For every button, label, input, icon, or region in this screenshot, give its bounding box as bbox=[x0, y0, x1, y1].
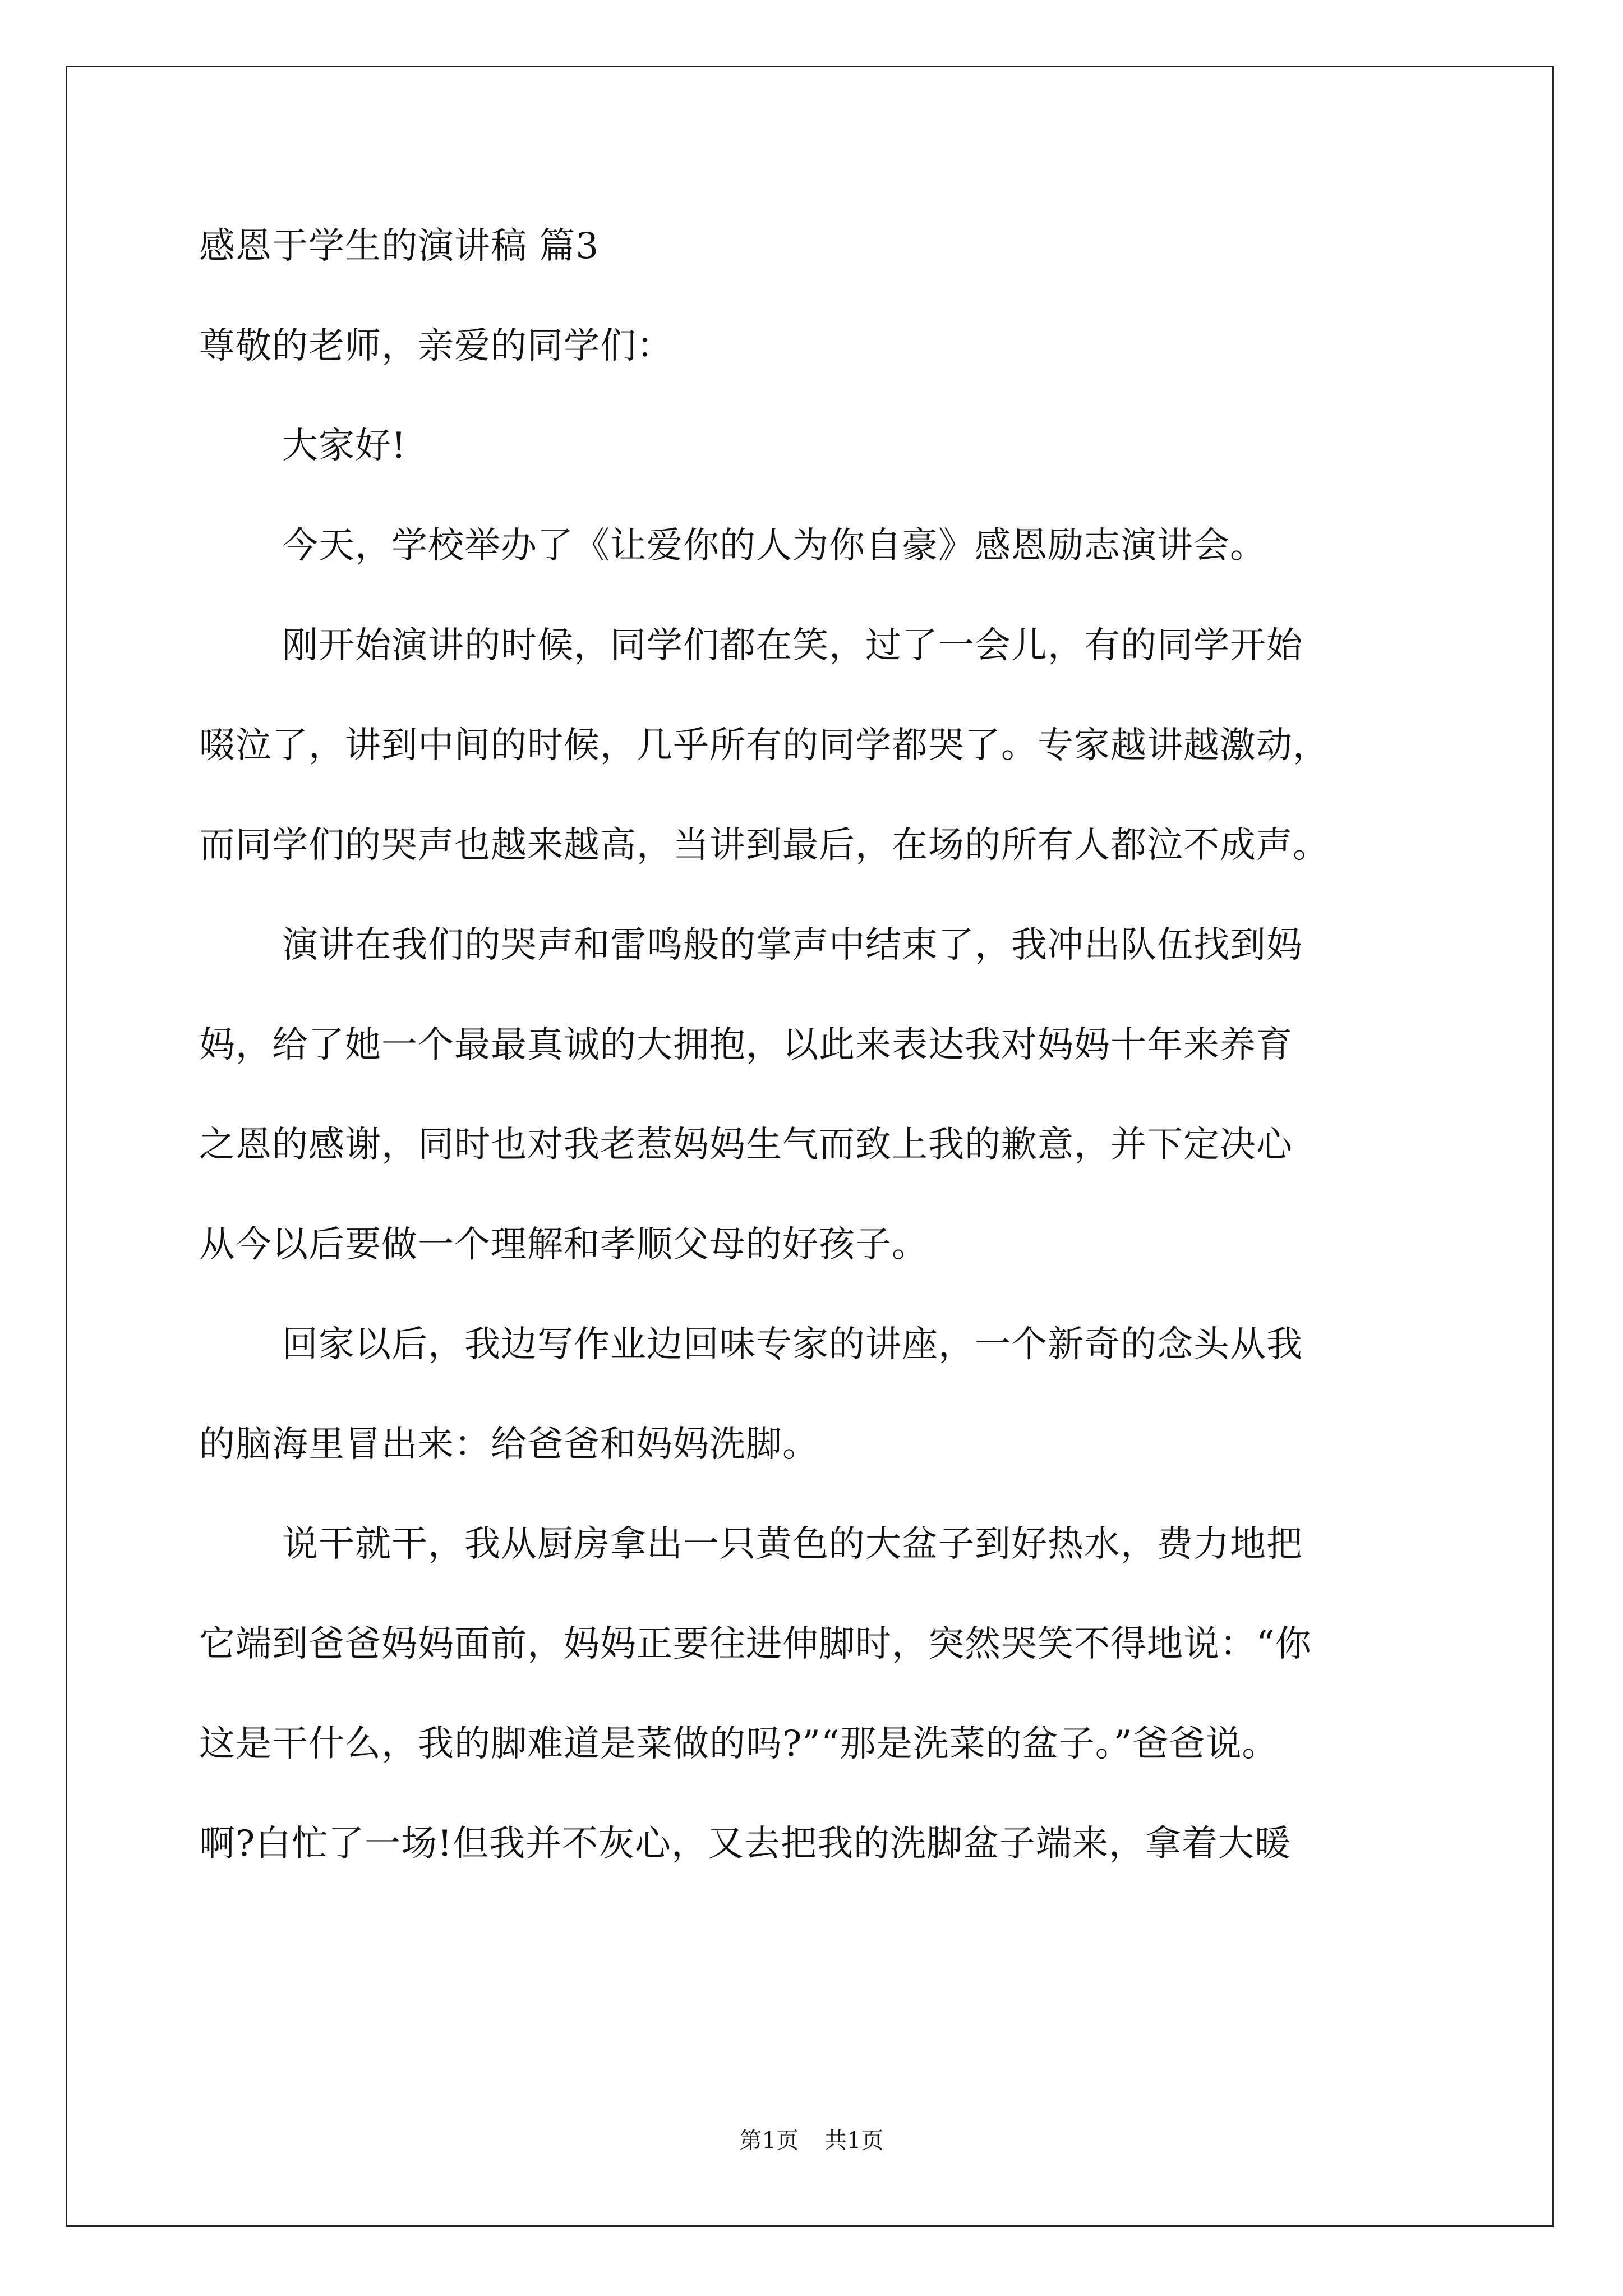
paragraph-line: 之恩的感谢，同时也对我老惹妈妈生气而致上我的歉意，并下定决心 bbox=[199, 1124, 1293, 1166]
page-number: 第1页 bbox=[739, 2128, 799, 2154]
paragraph-line: 啊?白忙了一场!但我并不灰心，又去把我的洗脚盆子端来，拿着大暖 bbox=[199, 1823, 1292, 1865]
paragraph-line: 演讲在我们的哭声和雷鸣般的掌声中结束了，我冲出队伍找到妈 bbox=[282, 924, 1303, 966]
salutation: 尊敬的老师，亲爱的同学们： bbox=[199, 325, 673, 367]
greeting: 大家好! bbox=[282, 425, 407, 467]
document-title: 感恩于学生的演讲稿 篇3 bbox=[199, 226, 600, 267]
page-total: 共1页 bbox=[824, 2128, 884, 2154]
paragraph-line: 啜泣了，讲到中间的时候，几乎所有的同学都哭了。专家越讲越激动， bbox=[199, 725, 1329, 766]
page-footer bbox=[0, 2127, 1623, 2154]
document-body bbox=[199, 222, 1433, 1869]
paragraph-line: 的脑海里冒出来：给爸爸和妈妈洗脚。 bbox=[199, 1424, 819, 1465]
paragraph-line: 说干就干，我从厨房拿出一只黄色的大盆子到好热水，费力地把 bbox=[282, 1524, 1303, 1565]
paragraph-line: 回家以后，我边写作业边回味专家的讲座，一个新奇的念头从我 bbox=[282, 1324, 1303, 1365]
paragraph-line: 刚开始演讲的时候，同学们都在笑，过了一会儿，有的同学开始 bbox=[282, 625, 1303, 666]
paragraph-line: 从今以后要做一个理解和孝顺父母的好孩子。 bbox=[199, 1224, 928, 1266]
paragraph-line: 它端到爸爸妈妈面前，妈妈正要往进伸脚时，突然哭笑不得地说：“你 bbox=[199, 1623, 1312, 1665]
paragraph-line: 妈，给了她一个最最真诚的大拥抱，以此来表达我对妈妈十年来养育 bbox=[199, 1024, 1293, 1066]
paragraph-line: 而同学们的哭声也越来越高，当讲到最后，在场的所有人都泣不成声。 bbox=[199, 825, 1329, 866]
paragraph-line: 这是干什么，我的脚难道是菜做的吗?”“那是洗菜的盆子。”爸爸说。 bbox=[199, 1723, 1279, 1765]
paragraph-line: 今天，学校举办了《让爱你的人为你自豪》感恩励志演讲会。 bbox=[282, 525, 1266, 567]
